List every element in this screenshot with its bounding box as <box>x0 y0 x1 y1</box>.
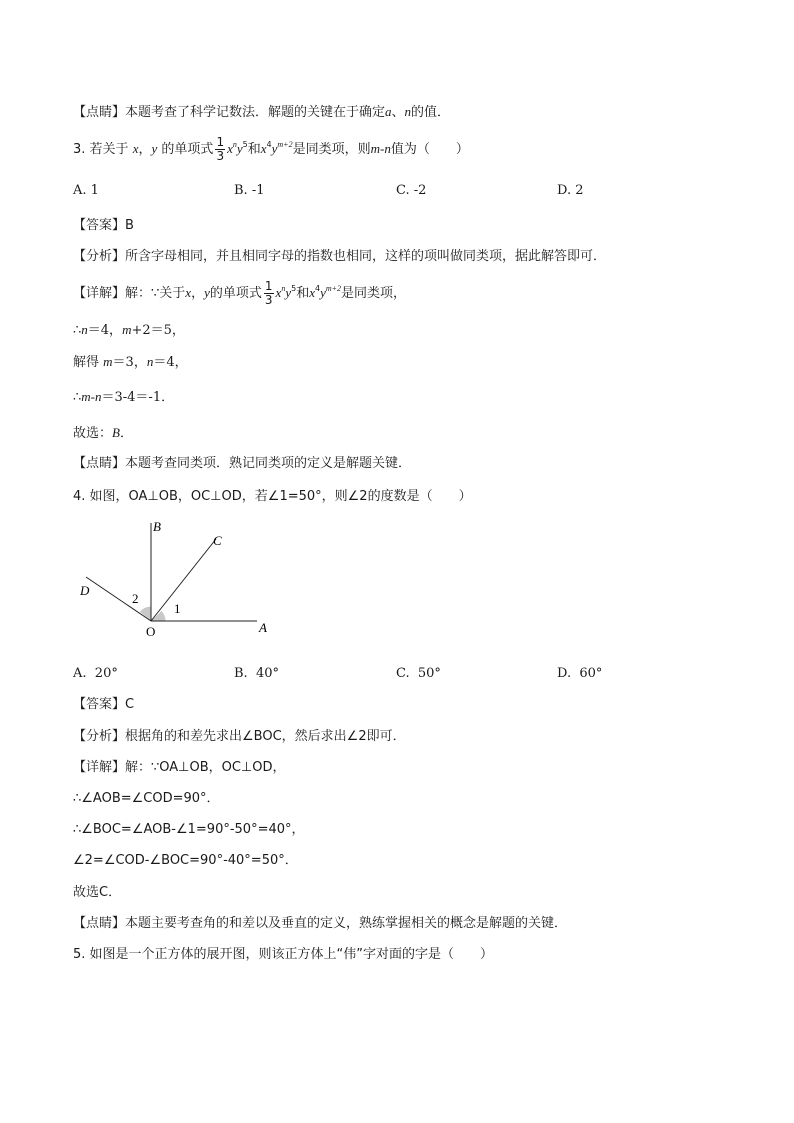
label-2: 2 <box>132 591 139 606</box>
mono-exp: 5 <box>291 284 297 293</box>
option-a[interactable] <box>73 665 118 683</box>
choose-text: 故选： <box>73 426 113 441</box>
therefore: ∴ <box>73 323 82 338</box>
ray-OD <box>86 577 151 621</box>
q3-detail <box>73 280 406 307</box>
q3-stem <box>73 136 469 163</box>
question-number: 3. <box>73 142 86 157</box>
stem-text: 值为（ ） <box>390 142 469 157</box>
analysis-text: 所含字母相同，并且相同字母的指数也相同，这样的项叫做同类项，据此解答即可． <box>125 249 607 264</box>
analysis-text: 根据角的和差先求出∠BOC，然后求出∠2即可． <box>125 729 406 744</box>
option-a[interactable]: A. 1 <box>73 183 99 198</box>
review-tag: 【点睛】 <box>73 105 126 120</box>
and-word: 和 <box>247 142 261 157</box>
option-letter: D. <box>557 666 572 681</box>
detail-text: 解：∵关于 <box>125 286 186 301</box>
q3-review <box>73 455 411 473</box>
option-value: 60° <box>579 666 603 681</box>
fraction-denominator: 3 <box>216 149 225 163</box>
mono-var: y <box>320 285 326 300</box>
ray-OC <box>151 539 216 621</box>
answer-value: C <box>125 697 135 712</box>
var-y: y <box>151 141 158 156</box>
option-value: 20° <box>94 666 118 681</box>
option-letter: A. <box>73 666 87 681</box>
review-text: 本题考查了科学记数法．解题的关键在于确定 <box>125 105 386 120</box>
mono-exp: 4 <box>314 284 321 293</box>
comma: ， <box>138 142 152 157</box>
eq: ＝3， <box>112 355 147 370</box>
mono-exp: n <box>281 284 286 293</box>
answer-tag: 【答案】 <box>73 218 126 233</box>
eq: +2＝5， <box>131 323 185 338</box>
q4-detail <box>73 759 286 777</box>
label-c: C <box>213 533 222 548</box>
eq: ＝4， <box>153 355 188 370</box>
label-b: B <box>153 519 161 534</box>
mono-var: y <box>271 141 278 156</box>
detail-tag: 【详解】 <box>73 760 126 775</box>
question-number: 4. <box>73 489 86 504</box>
var-x: x <box>185 285 192 300</box>
stem-text: 是同类项，则 <box>292 142 371 157</box>
var-n: n <box>404 104 412 119</box>
stem-text: 如图是一个正方体的展开图，则该正方体上“伟”字对面的字是（ ） <box>89 947 494 962</box>
q2-review-line <box>73 103 450 122</box>
expression: m-n <box>81 389 102 404</box>
expression: m-n <box>370 141 391 156</box>
and-word: 和 <box>296 286 310 301</box>
solve-word: 解得 <box>73 355 100 370</box>
comma: ， <box>191 286 205 301</box>
mono-exp: m+2 <box>277 140 293 149</box>
mono-exp: 4 <box>266 140 272 149</box>
angle-2-arc <box>140 607 151 622</box>
q3-choose <box>73 424 133 443</box>
q3-answer <box>73 217 134 235</box>
label-d: D <box>80 583 90 598</box>
q4-answer <box>73 696 134 714</box>
answer-value: B <box>125 218 134 233</box>
q4-step-1: ∴∠AOB=∠COD=90°． <box>73 791 220 806</box>
stem-text: 如图，OA⊥OB，OC⊥OD，若∠1=50°，则∠2的度数是（ ） <box>89 489 472 504</box>
mono-var: x <box>227 141 233 156</box>
mono-exp: m+2 <box>325 284 342 293</box>
therefore: ∴ <box>73 390 82 405</box>
var-y: y <box>204 285 210 300</box>
var-n: n <box>146 354 154 369</box>
detail-text: 是同类项， <box>341 286 407 301</box>
fraction-numerator: 1 <box>216 135 225 149</box>
var-n: n <box>81 322 88 337</box>
eq: ＝3-4＝-1． <box>101 390 175 405</box>
fraction <box>215 136 225 163</box>
q4-analysis <box>73 728 406 746</box>
var-m: m <box>122 322 132 337</box>
detail-text: 的单项式 <box>209 286 262 301</box>
stem-text: 若关于 <box>89 142 129 157</box>
angle-figure <box>70 515 290 645</box>
option-b[interactable]: B. -1 <box>234 183 265 198</box>
mono-var: x <box>260 141 267 156</box>
q3-analysis <box>73 248 606 266</box>
review-text-end: 的值． <box>411 105 451 120</box>
q4-stem <box>73 488 472 506</box>
mono-var: x <box>275 285 282 300</box>
q3-step-1 <box>73 321 185 340</box>
option-letter: B. <box>234 666 248 681</box>
eq: ＝4， <box>87 323 123 338</box>
var-x: x <box>132 141 139 156</box>
option-c[interactable] <box>396 665 441 683</box>
mono-exp: 5 <box>242 140 248 149</box>
option-c[interactable]: C. -2 <box>396 183 427 198</box>
label-a: A <box>259 620 267 635</box>
option-d[interactable] <box>557 665 602 683</box>
separator: 、 <box>391 105 405 120</box>
var-a: a <box>385 104 392 119</box>
q4-choose: 故选C． <box>73 885 122 900</box>
q4-review <box>73 915 567 933</box>
choose-value: B <box>112 425 120 440</box>
detail-tag: 【详解】 <box>73 286 126 301</box>
detail-text: 解：∵OA⊥OB，OC⊥OD， <box>125 760 286 775</box>
option-value: 50° <box>417 666 441 681</box>
q4-step-3: ∠2=∠COD-∠BOC=90°-40°=50°． <box>73 853 298 868</box>
option-b[interactable] <box>234 665 279 683</box>
q5-stem <box>73 946 493 964</box>
mono-exp: n <box>232 140 237 149</box>
label-1: 1 <box>174 601 181 616</box>
var-m: m <box>103 354 113 369</box>
review-tag: 【点睛】 <box>73 916 126 931</box>
fraction-denominator: 3 <box>264 293 273 307</box>
fraction-numerator: 1 <box>264 279 273 293</box>
option-value: 40° <box>255 666 279 681</box>
period: ． <box>119 426 133 441</box>
fraction <box>264 280 274 307</box>
option-letter: C. <box>396 666 410 681</box>
stem-text: 的单项式 <box>161 142 214 157</box>
q3-step-3 <box>73 388 174 407</box>
question-number: 5. <box>73 947 86 962</box>
mono-var: y <box>285 285 292 300</box>
mono-var: y <box>236 141 243 156</box>
label-o: O <box>146 624 156 639</box>
analysis-tag: 【分析】 <box>73 729 126 744</box>
review-tag: 【点睛】 <box>73 456 126 471</box>
review-text: 本题主要考查角的和差以及垂直的定义，熟练掌握相关的概念是解题的关键． <box>125 916 568 931</box>
analysis-tag: 【分析】 <box>73 249 126 264</box>
mono-var: x <box>309 285 315 300</box>
q3-step-2 <box>73 353 188 372</box>
option-d[interactable]: D. 2 <box>557 183 584 198</box>
q4-step-2: ∴∠BOC=∠AOB-∠1=90°-50°=40°， <box>73 822 305 837</box>
review-text: 本题考查同类项．熟记同类项的定义是解题关键． <box>125 456 412 471</box>
answer-tag: 【答案】 <box>73 697 126 712</box>
